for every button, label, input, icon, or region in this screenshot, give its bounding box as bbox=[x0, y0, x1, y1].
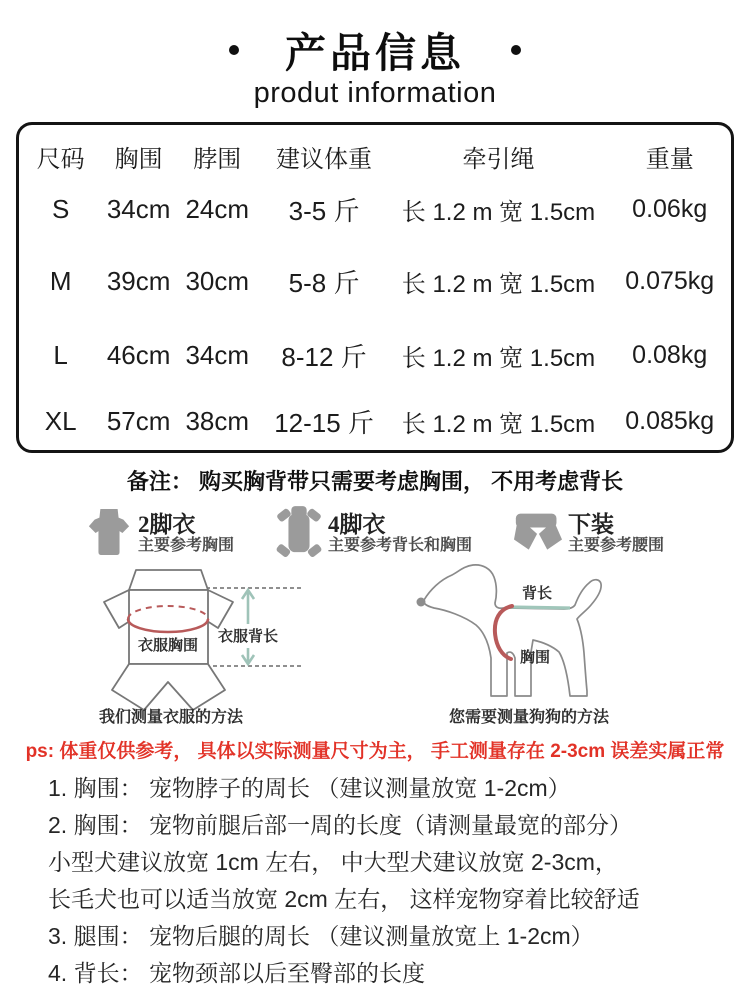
col-header-leash: 牵引绳 bbox=[462, 145, 535, 173]
title-right-dot-icon bbox=[511, 45, 521, 55]
table-row-xl bbox=[19, 392, 731, 450]
cell-size: S bbox=[51, 193, 70, 224]
page-title: 产品信息 bbox=[285, 30, 465, 76]
garment-diagram-caption: 我们测量衣服的方法 bbox=[98, 709, 244, 726]
cell-suggested-weight: 3-5 斤 bbox=[288, 195, 360, 226]
cell-size: XL bbox=[44, 405, 77, 436]
category-name: 2脚衣 bbox=[137, 511, 196, 537]
cell-suggested-weight: 5-8 斤 bbox=[288, 267, 360, 298]
cell-suggested-weight: 12-15 斤 bbox=[274, 407, 374, 438]
category-two-leg-garment bbox=[86, 507, 234, 559]
size-table bbox=[16, 122, 734, 453]
measurement-diagrams bbox=[0, 562, 750, 728]
cell-leash: 长 1.2 m 宽 1.5cm bbox=[401, 198, 596, 226]
back-length-arrow bbox=[242, 590, 254, 664]
title-left-dot-icon bbox=[229, 45, 239, 55]
col-header-weight: 重量 bbox=[645, 145, 694, 173]
dog-chest-label: 胸围 bbox=[519, 650, 551, 666]
cell-leash: 长 1.2 m 宽 1.5cm bbox=[401, 410, 596, 438]
table-row-l bbox=[19, 319, 731, 392]
cell-chest: 57cm bbox=[106, 405, 171, 436]
table-row-s bbox=[19, 175, 731, 243]
cell-weight: 0.08kg bbox=[632, 341, 708, 369]
remark-note: 备注： 购买胸背带只需要考虑胸围， 不用考虑背长 bbox=[126, 469, 624, 494]
note-line-2b: 小型犬建议放宽 1cm 左右， 中大型犬建议放宽 2-3cm， bbox=[48, 849, 618, 875]
cell-neck: 38cm bbox=[185, 405, 250, 436]
category-name: 4脚衣 bbox=[327, 511, 386, 537]
size-table-header bbox=[19, 125, 731, 175]
category-desc: 主要参考腰围 bbox=[568, 536, 665, 554]
cell-chest: 39cm bbox=[106, 265, 171, 296]
two-leg-garment-icon bbox=[86, 507, 132, 559]
category-bottoms bbox=[514, 511, 664, 555]
four-leg-garment-icon bbox=[276, 506, 322, 560]
col-header-neck: 脖围 bbox=[193, 145, 242, 173]
garment-back-label: 衣服背长 bbox=[217, 629, 279, 645]
category-desc: 主要参考背长和胸围 bbox=[327, 536, 472, 554]
dog-back-label: 背长 bbox=[521, 586, 553, 602]
cell-chest: 34cm bbox=[106, 193, 171, 224]
cell-weight: 0.085kg bbox=[625, 406, 715, 435]
ps-warning-note: ps: 体重仅供参考， 具体以实际测量尺寸为主， 手工测量存在 2-3cm 误差实属正常 bbox=[25, 741, 725, 762]
note-line-4: 4. 背长： 宠物颈部以后至臀部的长度 bbox=[48, 960, 425, 986]
note-line-2c: 长毛犬也可以适当放宽 2cm 左右， 这样宠物穿着比较舒适 bbox=[48, 886, 640, 912]
page-subtitle: produt information bbox=[253, 77, 497, 109]
note-line-3: 3. 腿围： 宠物后腿的周长 （建议测量放宽上 1-2cm） bbox=[48, 923, 594, 949]
cell-weight: 0.075kg bbox=[625, 266, 715, 295]
col-header-suggested-weight: 建议体重 bbox=[276, 145, 373, 173]
cell-neck: 24cm bbox=[185, 193, 250, 224]
garment-chest-label: 衣服胸围 bbox=[137, 638, 199, 654]
dog-chest-band bbox=[495, 606, 512, 659]
dog-nose-dot bbox=[417, 598, 426, 607]
col-header-size: 尺码 bbox=[36, 145, 85, 173]
dog-measure-diagram bbox=[394, 562, 694, 728]
table-row-m bbox=[19, 243, 731, 319]
cell-suggested-weight: 8-12 斤 bbox=[281, 342, 367, 372]
garment-type-legend bbox=[0, 506, 750, 560]
measurement-notes bbox=[48, 770, 750, 992]
category-name: 下装 bbox=[568, 511, 614, 537]
col-header-chest: 胸围 bbox=[114, 145, 163, 173]
cell-leash: 长 1.2 m 宽 1.5cm bbox=[401, 270, 596, 298]
title-row bbox=[0, 20, 750, 79]
cell-size: L bbox=[53, 340, 68, 370]
cell-neck: 30cm bbox=[185, 265, 250, 296]
dog-back-line bbox=[510, 607, 570, 608]
cell-neck: 34cm bbox=[185, 340, 250, 370]
garment-measure-diagram bbox=[56, 562, 376, 728]
category-four-leg-garment bbox=[276, 506, 472, 560]
cell-weight: 0.06kg bbox=[632, 194, 708, 223]
category-desc: 主要参考胸围 bbox=[137, 536, 234, 554]
cell-leash: 长 1.2 m 宽 1.5cm bbox=[401, 345, 596, 372]
cell-chest: 46cm bbox=[106, 340, 171, 370]
note-line-1: 1. 胸围： 宠物脖子的周长 （建议测量放宽 1-2cm） bbox=[48, 775, 571, 801]
note-line-2: 2. 胸围： 宠物前腿后部一周的长度（请测量最宽的部分） bbox=[48, 812, 632, 838]
bottoms-icon bbox=[514, 511, 562, 555]
dog-diagram-caption: 您需要测量狗狗的方法 bbox=[448, 709, 610, 726]
cell-size: M bbox=[49, 265, 72, 296]
